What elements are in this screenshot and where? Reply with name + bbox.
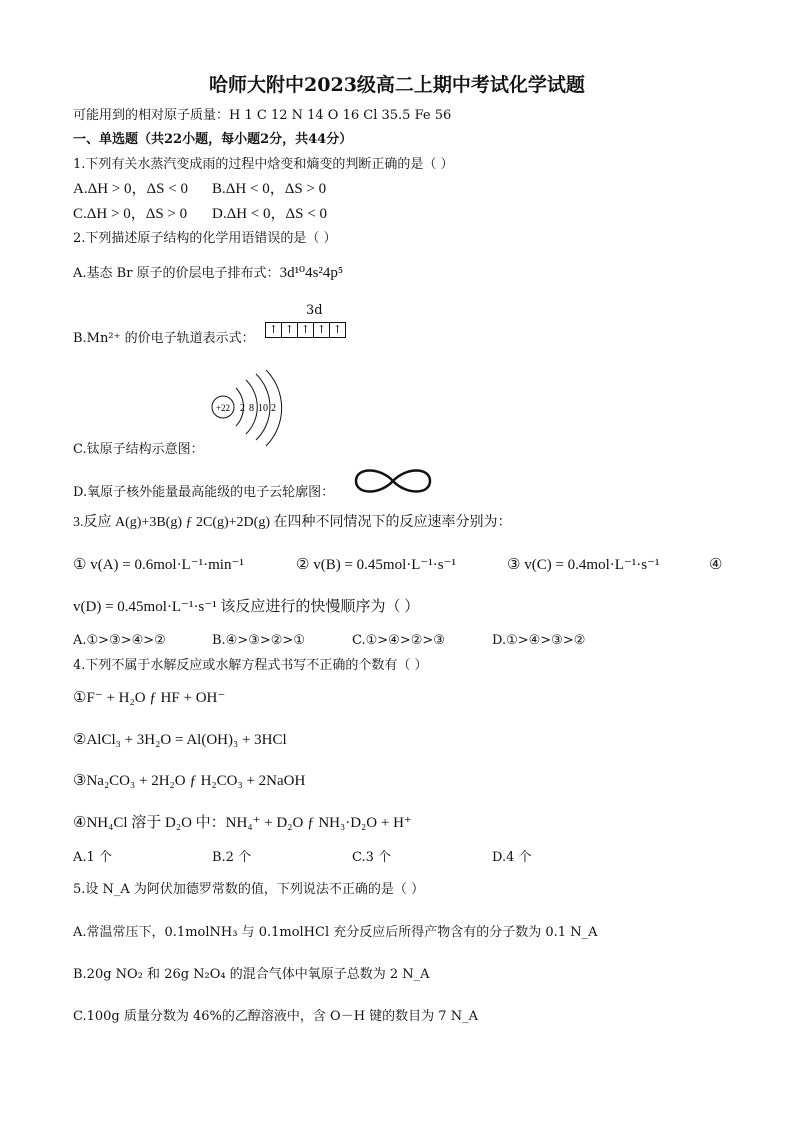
q2-option-b-text: B.Mn²⁺ 的价电子轨道表示式： <box>73 331 255 346</box>
q4-equation-2: ②AlCl₃ + 3H₂O = Al(OH)₃ + 3HCl <box>73 732 287 748</box>
shell-count: 10 <box>258 403 268 414</box>
q2-option-a-text: A.基态 Br 原子的价层电子排布式： <box>73 266 280 281</box>
q3-option-a: A.①>③>④>② <box>73 633 166 648</box>
q2-option-c-text: C.钛原子结构示意图： <box>73 442 204 457</box>
q3-option-b: B.④>③>②>① <box>212 633 305 648</box>
orbital-box: ↑ <box>313 322 329 338</box>
q3-stem: 3.反应 A(g)+3B(g) ƒ 2C(g)+2D(g) 在四种不同情况下的反应速率分别为： <box>73 515 512 530</box>
dumbbell-outline <box>356 471 430 492</box>
q3-rate-2: ② v(B) = 0.45mol·L⁻¹·s⁻¹ <box>296 557 457 573</box>
q1-option-a: A.ΔH > 0，ΔS < 0 <box>73 181 188 197</box>
q3-rate-4-marker: ④ <box>709 557 723 573</box>
q3-rate-3: ③ v(C) = 0.4mol·L⁻¹·s⁻¹ <box>507 557 660 573</box>
q4-equation-1: ①F⁻ + H₂O ƒ HF + OH⁻ <box>73 690 226 706</box>
orbital-box: ↑ <box>329 322 346 338</box>
q5-stem: 5.设 N_A 为阿伏加德罗常数的值，下列说法不正确的是（ ） <box>73 882 425 897</box>
q5-option-a: A.常温常压下，0.1molNH₃ 与 0.1molHCl 充分反应后所得产物含有的分子数为 0.1 N_A <box>73 925 598 940</box>
orbital-diagram <box>265 322 346 338</box>
q4-option-a: A.1 个 <box>73 850 112 865</box>
q3-rate-4: v(D) = 0.45mol·L⁻¹·s⁻¹ 该反应进行的快慢顺序为（ ） <box>73 599 420 615</box>
q4-option-d: D.4 个 <box>492 850 532 865</box>
orbital-box: ↑ <box>281 322 297 338</box>
q3-option-d: D.①>④>③>② <box>492 633 586 648</box>
q1-option-d: D.ΔH < 0，ΔS < 0 <box>212 206 327 222</box>
q2-option-a <box>73 264 343 283</box>
q1-stem: 1.下列有关水蒸汽变成雨的过程中焓变和熵变的判断正确的是（ ） <box>73 157 454 172</box>
q2-stem: 2.下列描述原子结构的化学用语错误的是（ ） <box>73 231 337 246</box>
page-title: 哈师大附中2023级高二上期中考试化学试题 <box>209 74 585 96</box>
q3-option-c: C.①>④>②>③ <box>352 633 445 648</box>
orbital-label: 3d <box>306 303 323 318</box>
p-orbital-shape <box>352 465 434 497</box>
q4-equation-4: ④NH₄Cl 溶于 D₂O 中：NH₄⁺ + D₂O ƒ NH₃·D₂O + H⁺ <box>73 815 412 831</box>
titanium-atom-diagram <box>205 370 295 460</box>
q4-option-b: B.2 个 <box>212 850 252 865</box>
shell-count: 2 <box>240 403 245 414</box>
q4-stem: 4.下列不属于水解反应或水解方程式书写不正确的个数有（ ） <box>73 658 428 673</box>
q4-equation-3: ③Na₂CO₃ + 2H₂O ƒ H₂CO₃ + 2NaOH <box>73 773 306 789</box>
q2-option-a-formula: 3d¹⁰4s²4p⁵ <box>279 265 344 281</box>
q2-option-d-text: D.氧原子核外能量最高能级的电子云轮廓图： <box>73 485 335 500</box>
q4-option-c: C.3 个 <box>352 850 392 865</box>
q5-option-c: C.100g 质量分数为 46%的乙醇溶液中，含 O－H 键的数目为 7 N_A <box>73 1009 478 1024</box>
q5-option-b: B.20g NO₂ 和 26g N₂O₄ 的混合气体中氧原子总数为 2 N_A <box>73 967 430 982</box>
shell-count: 8 <box>249 403 254 414</box>
orbital-box: ↑ <box>265 322 281 338</box>
shell-count: 2 <box>271 403 276 414</box>
orbital-box: ↑ <box>297 322 313 338</box>
section-heading: 一、单选题（共22小题，每小题2分，共44分） <box>73 132 353 147</box>
q1-option-b: B.ΔH < 0，ΔS > 0 <box>212 181 327 197</box>
q1-option-c: C.ΔH > 0，ΔS > 0 <box>73 206 188 222</box>
nucleus-charge: +22 <box>215 403 231 413</box>
atomic-masses: 可能用到的相对原子质量：H 1 C 12 N 14 O 16 Cl 35.5 Fe 56 <box>73 108 452 123</box>
q3-rate-1: ① v(A) = 0.6mol·L⁻¹·min⁻¹ <box>73 557 244 573</box>
